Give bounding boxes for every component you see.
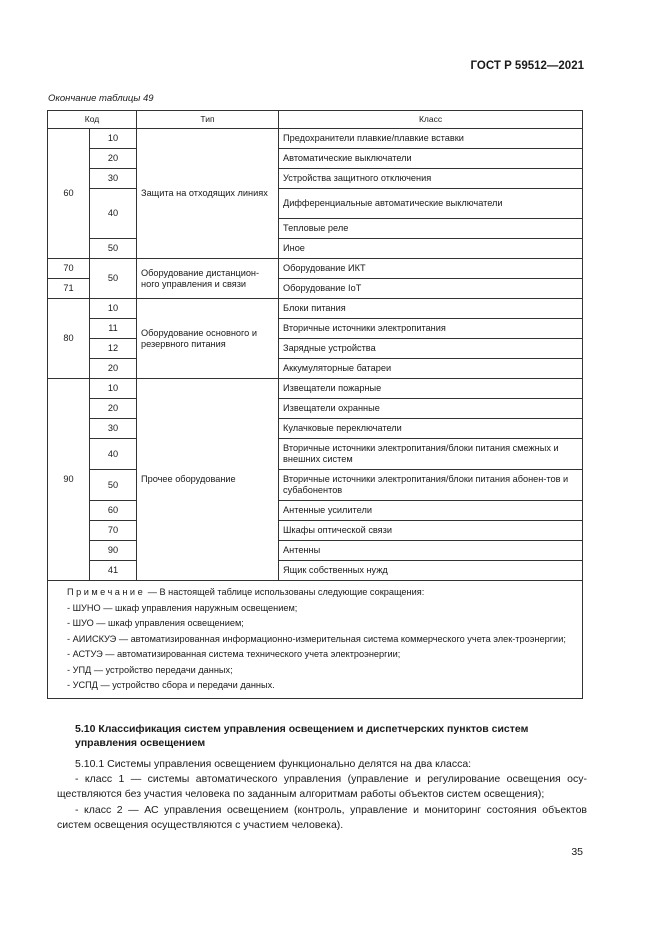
type-cell: Прочее оборудование	[137, 379, 279, 581]
subcode-cell: 60	[90, 501, 137, 521]
table-row	[48, 470, 583, 501]
note-label: Примечание	[67, 587, 146, 597]
table-row	[48, 399, 583, 419]
code-cell: 80	[48, 299, 90, 379]
subcode-cell: 20	[90, 149, 137, 169]
table-row	[48, 439, 583, 470]
subcode-cell: 12	[90, 339, 137, 359]
class-cell: Вторичные источники электропитания/блоки питания абонен-тов и субабонентов	[279, 470, 583, 501]
subcode-cell: 10	[90, 299, 137, 319]
subcode-cell: 40	[90, 439, 137, 470]
class-cell: Тепловые реле	[279, 219, 583, 239]
class-cell: Иное	[279, 239, 583, 259]
subcode-cell: 70	[90, 521, 137, 541]
note-item: - УПД — устройство передачи данных;	[67, 664, 233, 675]
table-note	[48, 581, 583, 699]
class-cell: Шкафы оптической связи	[279, 521, 583, 541]
table-row	[48, 129, 583, 149]
note-item: - АСТУЭ — автоматизированная система технического учета электроэнергии;	[67, 649, 401, 659]
class-cell: Кулачковые переключатели	[279, 419, 583, 439]
table-row	[48, 419, 583, 439]
class-cell: Антенные усилители	[279, 501, 583, 521]
paragraph: 5.10.1 Системы управления освещением функционально делятся на два класса:	[75, 758, 472, 770]
note-item: - АИИСКУЭ — автоматизированная информационно-измерительная система коммерческого учета элек-троэнергии;	[67, 633, 566, 644]
note-intro	[54, 587, 576, 599]
note-row	[48, 581, 583, 699]
section-heading: 5.10 Классификация систем управления освещением и диспетчерских пунктов систем управления освещением	[75, 723, 529, 750]
subcode-cell: 50	[90, 470, 137, 501]
note-item: - ШУНО — шкаф управления наружным освещением;	[67, 602, 298, 613]
table-row	[48, 189, 583, 219]
subcode-cell: 10	[90, 129, 137, 149]
subcode-cell: 90	[90, 541, 137, 561]
table-row	[48, 339, 583, 359]
document-code: ГОСТ Р 59512—2021	[470, 60, 584, 72]
table-header-row	[48, 111, 583, 129]
table-row	[48, 521, 583, 541]
code-cell: 71	[48, 279, 90, 299]
table-row	[48, 379, 583, 399]
subcode-cell: 30	[90, 169, 137, 189]
subcode-cell: 10	[90, 379, 137, 399]
class-cell: Антенны	[279, 541, 583, 561]
class-cell: Ящик собственных нужд	[279, 561, 583, 581]
page-number: 35	[571, 846, 583, 858]
type-cell: Оборудование дистанцион-ного управления и связи	[137, 259, 279, 299]
type-cell: Оборудование основного и резервного питания	[137, 299, 279, 379]
class-cell: Вторичные источники электропитания	[279, 319, 583, 339]
paragraph: - класс 1 — системы автоматического управления (управление и регулирование освещения осу-ществляются без участия человека по заданным алгоритмам работы объектов систем освещения);	[57, 773, 587, 801]
subcode-cell: 50	[90, 239, 137, 259]
table-row	[48, 359, 583, 379]
table-row	[48, 541, 583, 561]
class-cell: Устройства защитного отключения	[279, 169, 583, 189]
table-row	[48, 149, 583, 169]
subcode-cell: 40	[90, 189, 137, 239]
class-cell: Вторичные источники электропитания/блоки питания смежных и внешних систем	[279, 439, 583, 470]
table-row	[48, 319, 583, 339]
class-cell: Зарядные устройства	[279, 339, 583, 359]
subcode-cell: 41	[90, 561, 137, 581]
table-row	[48, 169, 583, 189]
code-cell: 90	[48, 379, 90, 581]
note-item: - ШУО — шкаф управления освещением;	[67, 618, 244, 628]
subcode-cell: 30	[90, 419, 137, 439]
subcode-cell: 20	[90, 359, 137, 379]
table-caption: Окончание таблицы 49	[48, 93, 154, 104]
class-cell: Дифференциальные автоматические выключатели	[279, 189, 583, 219]
table-row	[48, 299, 583, 319]
note-intro-text: — В настоящей таблице использованы следующие сокращения:	[145, 587, 425, 597]
code-cell: 60	[48, 129, 90, 259]
subcode-cell: 11	[90, 319, 137, 339]
class-cell: Извещатели охранные	[279, 399, 583, 419]
table-row	[48, 259, 583, 279]
subcode-cell: 50	[90, 259, 137, 299]
header-code: Код	[48, 111, 137, 129]
class-cell: Оборудование IoT	[279, 279, 583, 299]
classification-table	[47, 110, 583, 699]
header-type: Тип	[137, 111, 279, 129]
subcode-cell: 20	[90, 399, 137, 419]
type-cell: Защита на отходящих линиях	[137, 129, 279, 259]
paragraph: - класс 2 — АС управления освещением (контроль, управление и мониторинг состояния объектов систем освещения осуществляются с участием человека).	[57, 803, 587, 831]
class-cell: Извещатели пожарные	[279, 379, 583, 399]
table-row	[48, 561, 583, 581]
class-cell: Автоматические выключатели	[279, 149, 583, 169]
class-cell: Аккумуляторные батареи	[279, 359, 583, 379]
header-class: Класс	[279, 111, 583, 129]
class-cell: Блоки питания	[279, 299, 583, 319]
table-row	[48, 239, 583, 259]
table-row	[48, 501, 583, 521]
code-cell: 70	[48, 259, 90, 279]
class-cell: Оборудование ИКТ	[279, 259, 583, 279]
class-cell: Предохранители плавкие/плавкие вставки	[279, 129, 583, 149]
note-item: - УСПД — устройство сбора и передачи данных.	[67, 680, 275, 690]
section-body	[57, 757, 587, 833]
